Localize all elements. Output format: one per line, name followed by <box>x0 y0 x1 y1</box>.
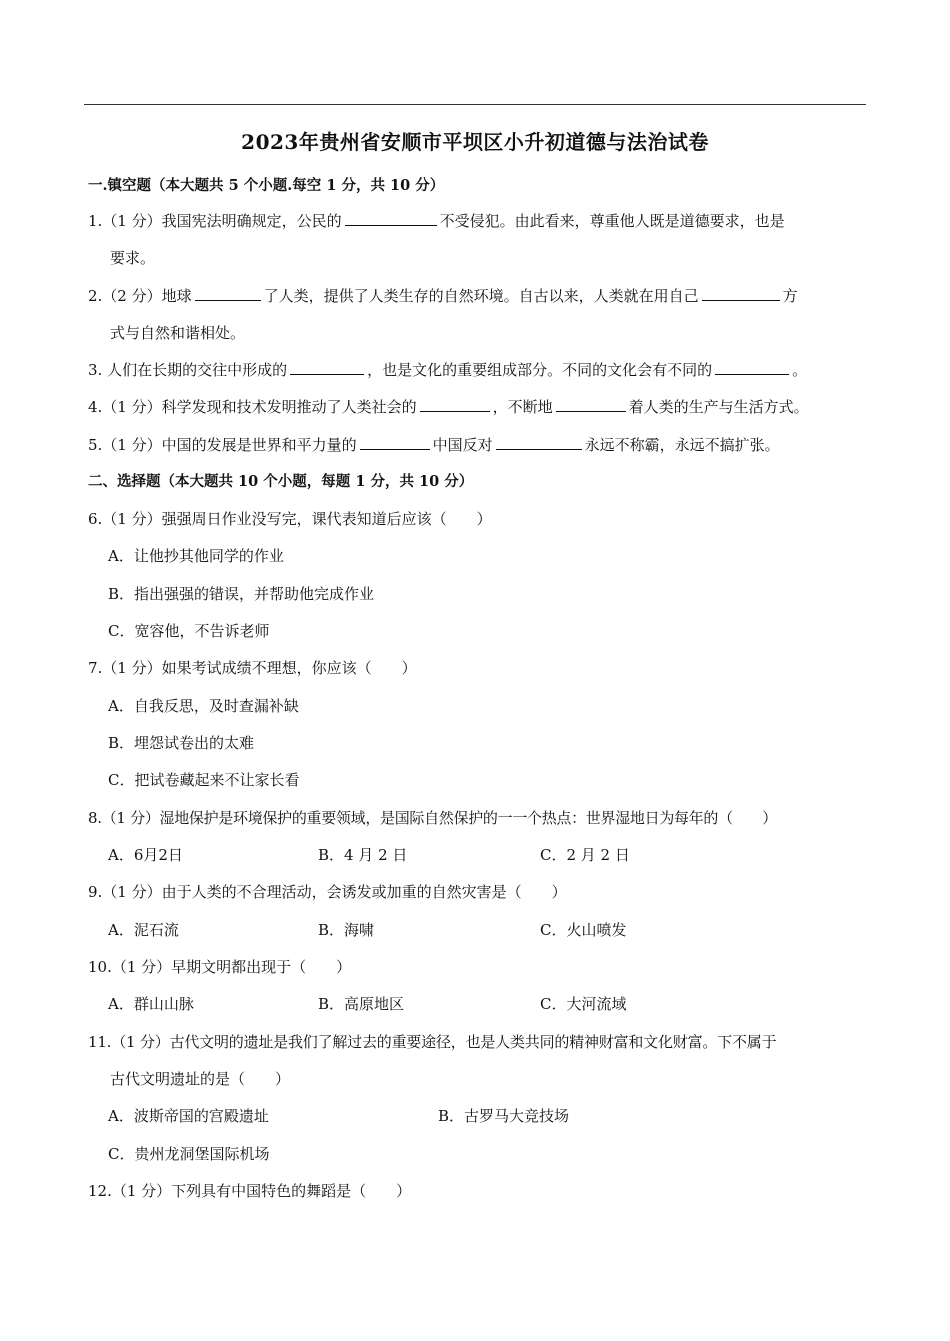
q7-option-c[interactable]: C．把试卷藏起来不让家长看 <box>108 771 300 789</box>
section-choice-heading: 二、选择题（本大题共 10 个小题，每题 1 分，共 10 分） <box>88 473 474 490</box>
question-5 <box>88 435 780 455</box>
q8-option-b[interactable]: B．4 月 2 日 <box>318 846 408 864</box>
q4-text-a: 4.（1 分）科学发现和技术发明推动了人类社会的 <box>88 398 417 416</box>
question-9-stem: 9.（1 分）由于人类的不合理活动，会诱发或加重的自然灾害是（ ） <box>88 883 567 901</box>
q2-text-d: 式与自然和谐相处。 <box>110 324 246 342</box>
q4-blank-1[interactable] <box>420 397 490 412</box>
question-11-stem: 11.（1 分）古代文明的遗址是我们了解过去的重要途径，也是人类共同的精神财富和文化财富。下不属于 <box>88 1033 777 1051</box>
q3-text-b: ，也是文化的重要组成部分。不同的文化会有不同的 <box>367 361 713 379</box>
q11-option-c[interactable]: C．贵州龙洞堡国际机场 <box>108 1145 270 1163</box>
question-6-stem: 6.（1 分）强强周日作业没写完，课代表知道后应该（ ） <box>88 510 492 528</box>
q2-text-b: 了人类，提供了人类生存的自然环境。自古以来，人类就在用自己 <box>263 287 699 305</box>
q3-text-a: 3. 人们在长期的交往中形成的 <box>88 361 288 379</box>
header-rule <box>84 104 866 105</box>
q1-blank-1[interactable] <box>345 211 437 226</box>
question-1 <box>88 211 785 231</box>
q9-option-c[interactable]: C．火山喷发 <box>540 921 627 939</box>
q2-blank-1[interactable] <box>195 286 261 301</box>
q1-text-a: 1.（1 分）我国宪法明确规定，公民的 <box>88 212 342 230</box>
q5-text-b: 中国反对 <box>432 436 493 454</box>
q4-text-c: 着人类的生产与生活方式。 <box>628 398 809 416</box>
q1-text-c: 要求。 <box>110 249 156 267</box>
q10-option-b[interactable]: B．高原地区 <box>318 995 405 1013</box>
q8-option-a[interactable]: A．6月2日 <box>108 846 183 864</box>
q2-text-a: 2.（2 分）地球 <box>88 287 192 305</box>
q9-option-a[interactable]: A．泥石流 <box>108 921 179 939</box>
q4-blank-2[interactable] <box>556 397 626 412</box>
q9-option-b[interactable]: B．海啸 <box>318 921 375 939</box>
question-10-stem: 10.（1 分）早期文明都出现于（ ） <box>88 958 352 976</box>
page-title: 2023年贵州省安顺市平坝区小升初道德与法治试卷 <box>241 130 709 154</box>
q10-option-c[interactable]: C．大河流域 <box>540 995 627 1013</box>
q2-blank-2[interactable] <box>702 286 780 301</box>
q6-option-b[interactable]: B．指出强强的错误，并帮助他完成作业 <box>108 585 375 603</box>
q5-blank-2[interactable] <box>496 435 582 450</box>
q5-text-a: 5.（1 分）中国的发展是世界和平力量的 <box>88 436 357 454</box>
q5-text-c: 永远不称霸，永远不搞扩张。 <box>584 436 780 454</box>
q3-blank-1[interactable] <box>290 360 364 375</box>
question-11-stem-cont: 古代文明遗址的是（ ） <box>110 1070 291 1088</box>
question-3 <box>88 360 807 380</box>
question-8-stem: 8.（1 分）湿地保护是环境保护的重要领域，是国际自然保护的一一个热点：世界湿地日为每年的（ ） <box>88 809 777 827</box>
q10-option-a[interactable]: A．群山山脉 <box>108 995 194 1013</box>
q3-blank-2[interactable] <box>715 360 789 375</box>
q11-option-b[interactable]: B．古罗马大竞技场 <box>438 1107 570 1125</box>
q6-option-a[interactable]: A．让他抄其他同学的作业 <box>108 547 284 565</box>
q7-option-b[interactable]: B．埋怨试卷出的太难 <box>108 734 255 752</box>
q4-text-b: ，不断地 <box>492 398 553 416</box>
q7-option-a[interactable]: A．自我反思，及时查漏补缺 <box>108 697 299 715</box>
q11-option-a[interactable]: A．波斯帝国的宫殿遗址 <box>108 1107 269 1125</box>
question-4 <box>88 397 809 417</box>
q3-text-c: 。 <box>792 361 808 379</box>
question-7-stem: 7.（1 分）如果考试成绩不理想，你应该（ ） <box>88 659 417 677</box>
section-fill-blank-heading: 一.镇空题（本大题共 5 个小题.每空 1 分，共 10 分） <box>88 177 445 194</box>
q8-option-c[interactable]: C．2 月 2 日 <box>540 846 630 864</box>
q1-text-b: 不受侵犯。由此看来，尊重他人既是道德要求，也是 <box>439 212 785 230</box>
q5-blank-1[interactable] <box>360 435 430 450</box>
question-12-stem: 12.（1 分）下列具有中国特色的舞蹈是（ ） <box>88 1182 412 1200</box>
question-2 <box>88 286 798 306</box>
q2-text-c: 方 <box>782 287 798 305</box>
q6-option-c[interactable]: C．宽容他，不告诉老师 <box>108 622 270 640</box>
